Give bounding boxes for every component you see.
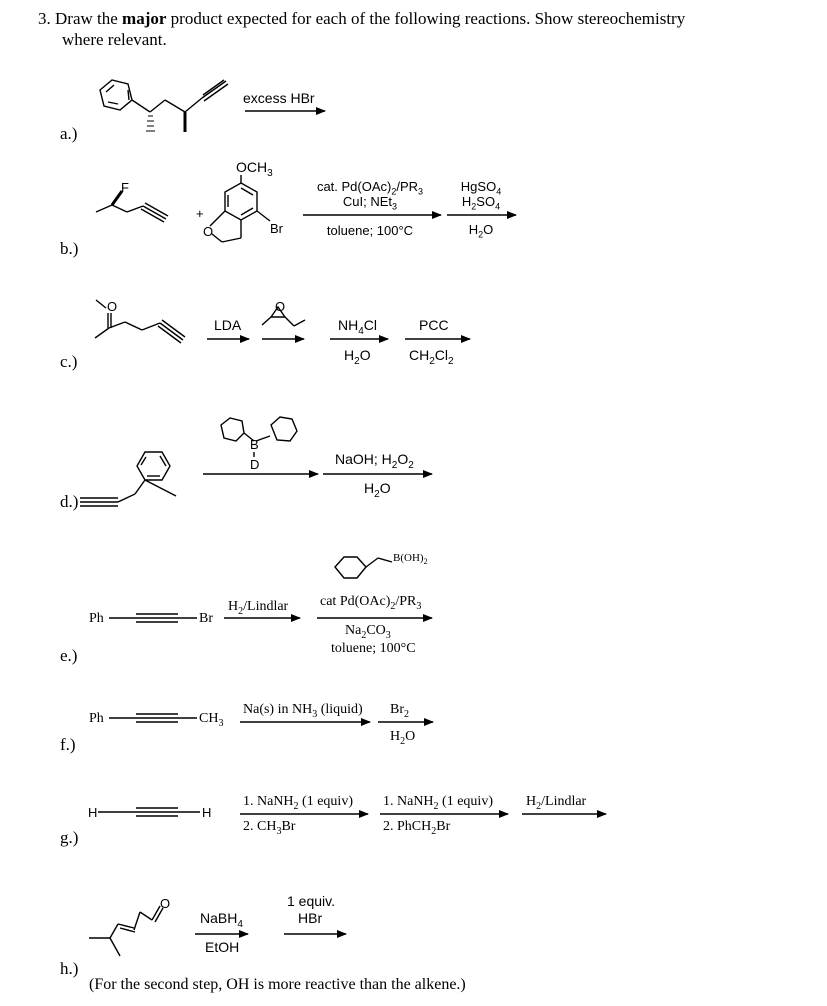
e-arrow2-below-1: $Na_2CO_3$	[345, 623, 391, 641]
c-arrow1-above: LDA	[214, 317, 242, 333]
e-arrow2-below-2: toluene; 100°C	[331, 641, 416, 656]
d-dicyclohexylborane	[221, 417, 297, 457]
b-plus: +	[196, 206, 204, 221]
b-arrow1-above-1: cat. $Pd(OAc)_2/PR_3$	[316, 179, 424, 197]
d-atom-D: D	[250, 457, 260, 472]
part-label-e: e.)	[60, 646, 78, 665]
c-epoxide-structure	[262, 307, 305, 326]
d-arrow2-above: NaOH; $H_2O_2$	[335, 451, 414, 471]
e-boronic-acid: $B(OH)_2$	[393, 552, 428, 567]
g-arrow3-above: $H_2$/Lindlar	[526, 794, 587, 812]
question-text-b: product expected for each of the following reactions. Show stereochemistry	[166, 9, 686, 28]
part-label-c: c.)	[60, 352, 78, 371]
b-arrow2-above-1: HgSO$_4$	[460, 179, 502, 197]
c-atom-O-epoxide: O	[275, 299, 286, 314]
f-arrow2-below: $H_2O$	[390, 729, 416, 747]
a-reagent-above: excess HBr	[243, 90, 315, 106]
part-label-d: d.)	[60, 492, 79, 511]
b-atom-F: F	[121, 180, 129, 195]
b-alkyne-structure	[96, 191, 168, 222]
b-atom-O: O	[203, 224, 214, 239]
part-label-a: a.)	[60, 124, 78, 143]
c-ketone-structure	[95, 300, 185, 343]
d-atom-B: B	[250, 437, 259, 452]
b-methoxy: $OCH_3$	[236, 159, 273, 179]
c-arrow3-below: $H_2O$	[344, 347, 371, 367]
d-arrow2-below: $H_2O$	[364, 480, 391, 500]
g-atom-H-right: H	[202, 805, 212, 820]
b-arrow2-below: $H_2O$	[468, 222, 494, 240]
a-structure	[100, 80, 228, 132]
g-arrow2-above: 1. NaNH$_2$ (1 equiv)	[383, 794, 493, 812]
c-atom-O-ketone: O	[107, 299, 118, 314]
c-arrow4-above: PCC	[419, 317, 449, 333]
e-arrow2-above: cat $Pd(OAc)_2/PR_3$	[320, 594, 422, 612]
d-structure	[80, 452, 176, 506]
e-atom-Ph: Ph	[89, 611, 104, 626]
b-arrow1-below: toluene; 100°C	[326, 223, 414, 238]
c-arrow4-below: $CH_2Cl_2$	[409, 347, 454, 367]
f-arrow2-above: $Br_2$	[390, 702, 409, 720]
g-structure	[98, 808, 200, 816]
h-arrow1-below: EtOH	[205, 939, 240, 955]
part-label-b: b.)	[60, 239, 79, 258]
question-line-2: where relevant.	[62, 30, 167, 49]
f-atom-Ph: Ph	[89, 711, 104, 726]
h-structure	[89, 906, 163, 956]
c-arrow3-above: $NH_4Cl$	[338, 317, 378, 337]
g-arrow1-above: 1. NaNH$_2$ (1 equiv)	[243, 794, 353, 812]
h-arrow2-above-2: HBr	[298, 910, 323, 926]
g-atom-H-left: H	[88, 805, 98, 820]
h-arrow1-above: NaBH$_4$	[200, 910, 243, 930]
b-aryl-structure	[210, 175, 270, 242]
g-arrow2-below: 2. PhCH$_2$Br	[383, 819, 451, 837]
b-arrow2-above-2: $H_2SO_4$	[461, 194, 501, 212]
f-arrow1-above: Na(s) in $NH_3$ (liquid)	[243, 702, 363, 720]
f-structure	[109, 714, 197, 722]
e-structure	[109, 614, 197, 622]
e-boronic-structure	[335, 557, 392, 578]
h-footnote: (For the second step, OH is more reactive than the alkene.)	[89, 976, 466, 993]
g-arrow1-below: 2. $CH_3Br$	[243, 819, 296, 837]
part-label-g: g.)	[60, 828, 79, 847]
question-bold-word: major	[122, 9, 167, 28]
part-label-f: f.)	[60, 735, 76, 754]
b-arrow1-above-2: CuI; NEt$_3$	[342, 194, 398, 212]
b-atom-Br: Br	[270, 221, 283, 236]
e-atom-Br: Br	[199, 611, 213, 626]
question-number: 3.	[38, 9, 51, 28]
h-arrow2-above-1: 1 equiv.	[287, 893, 335, 909]
f-atom-CH3: $CH_3$	[199, 711, 224, 729]
question-text-a: Draw the	[55, 9, 123, 28]
e-arrow1-above: $H_2$/Lindlar	[228, 599, 289, 617]
part-label-h: h.)	[60, 959, 79, 978]
h-atom-O: O	[160, 896, 171, 911]
